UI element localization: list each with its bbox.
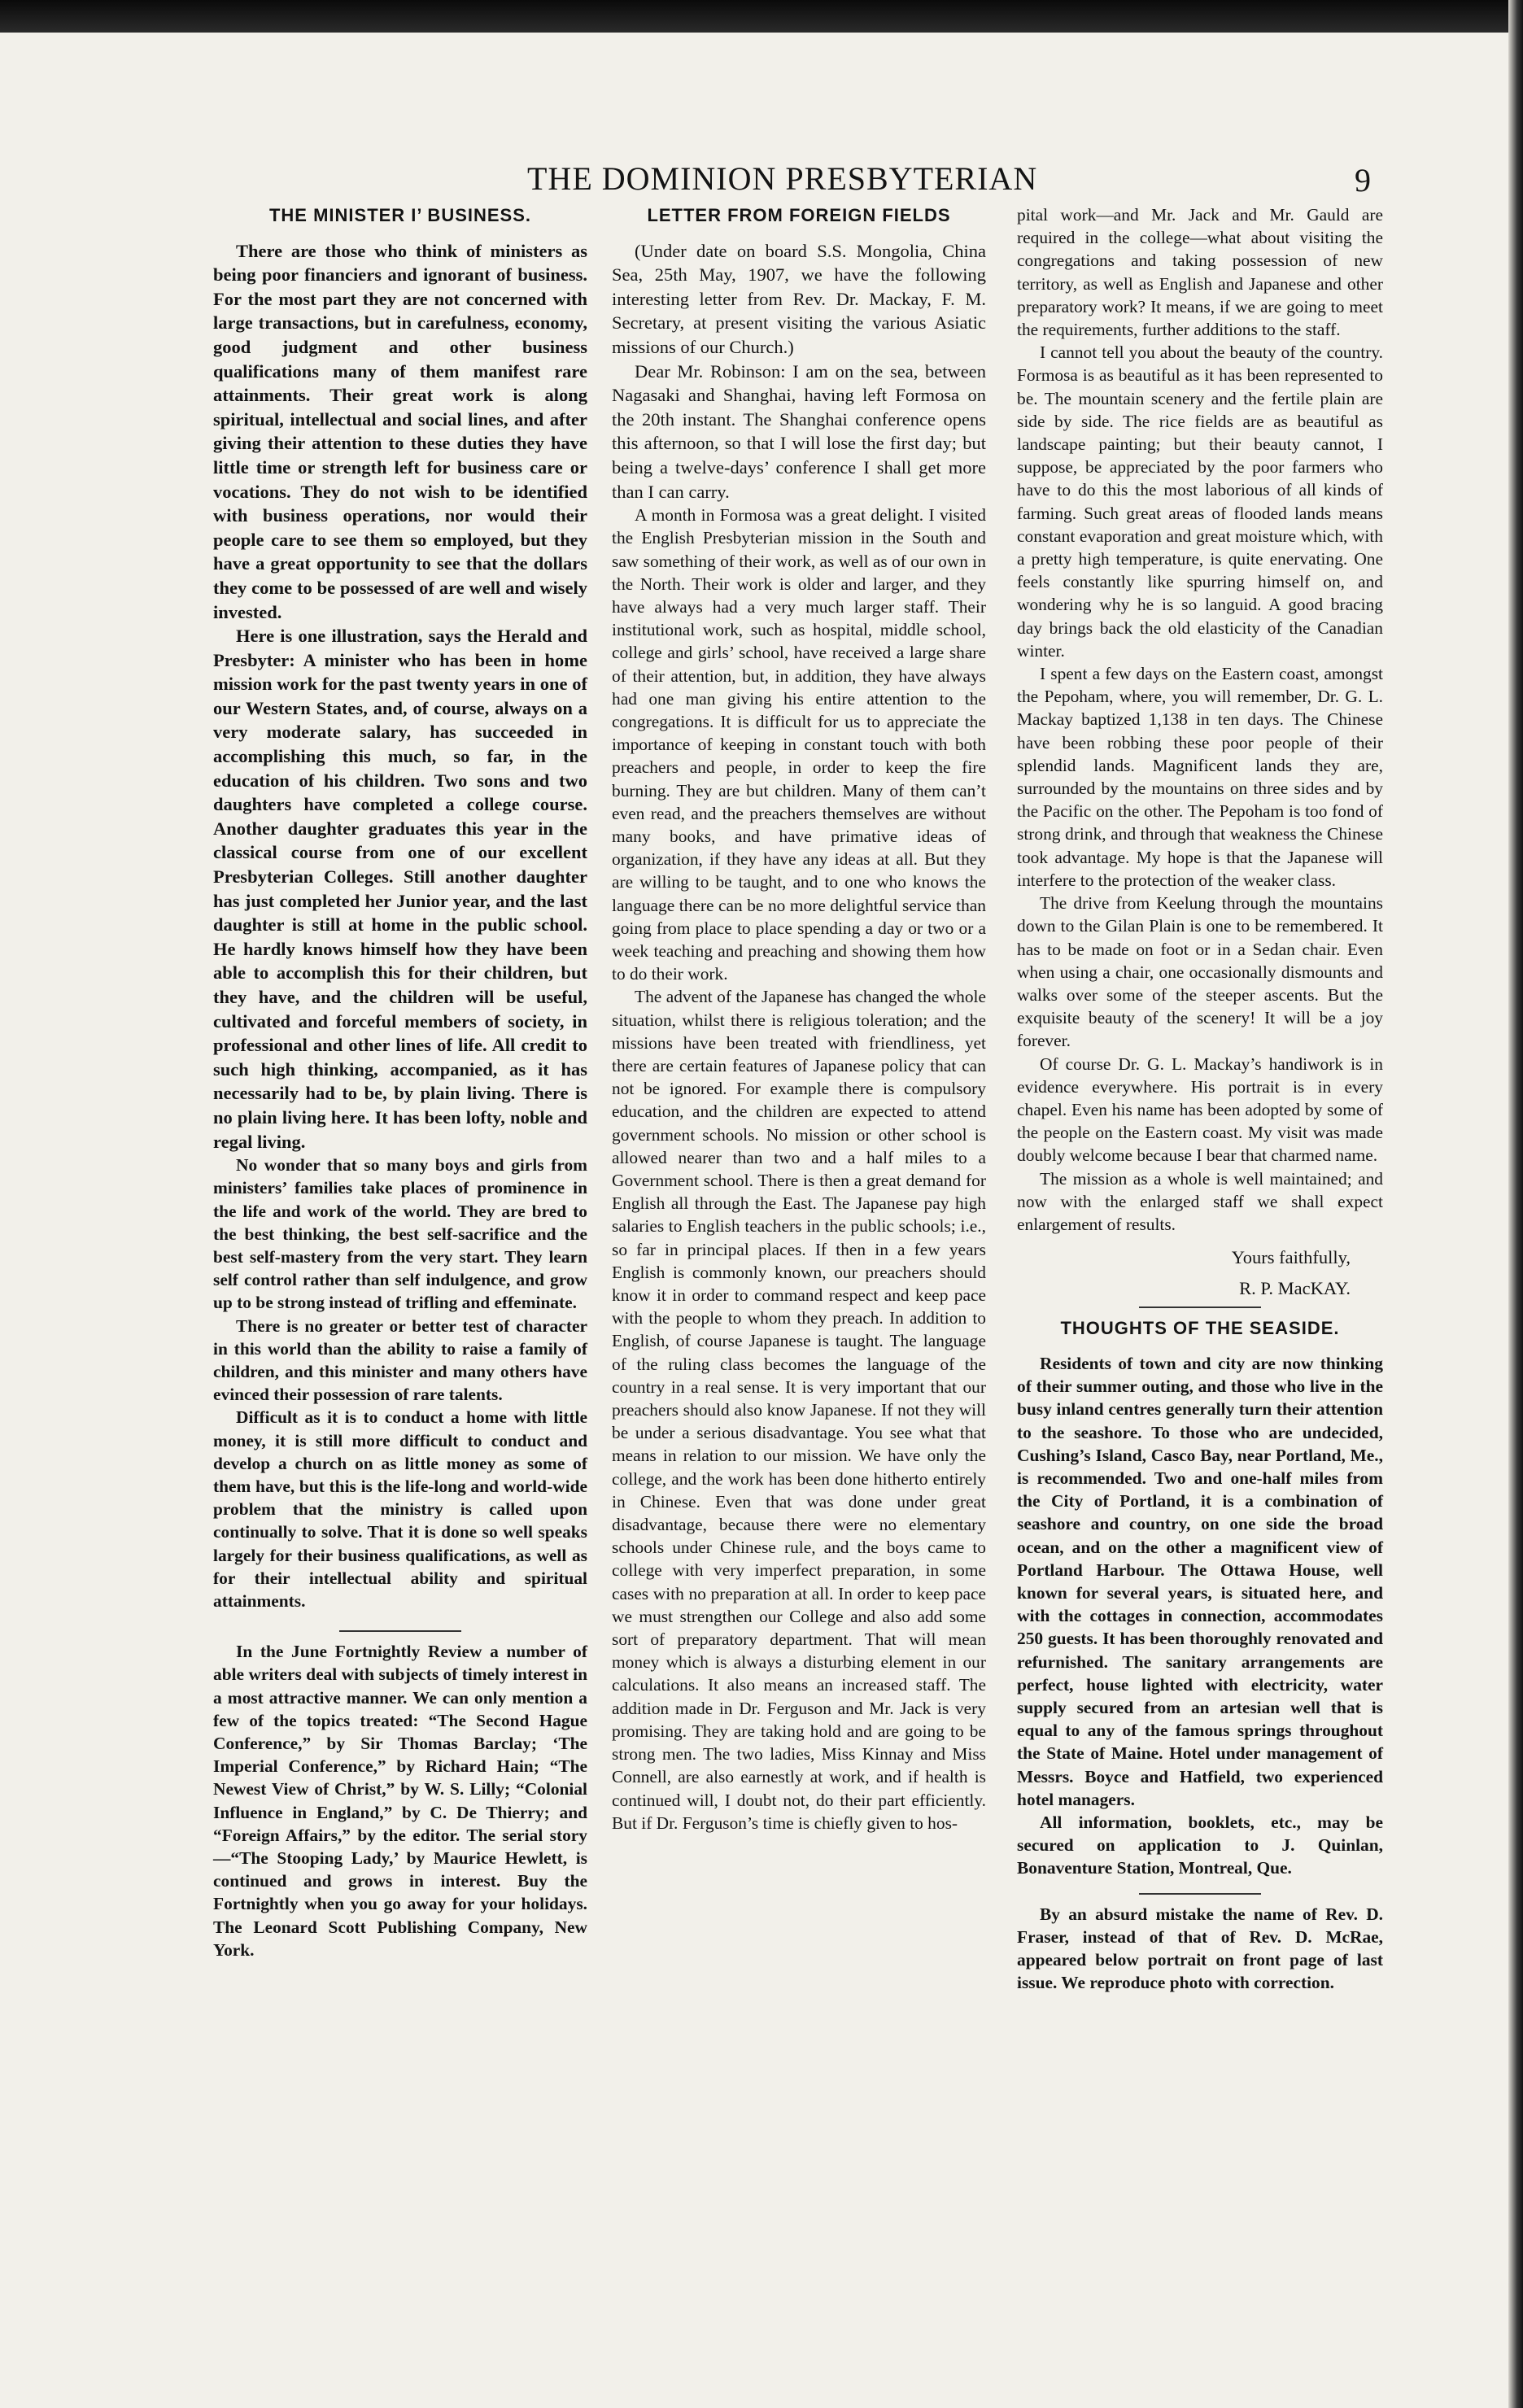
article-paragraph: I spent a few days on the Eastern coast, amongst the Pepoham, where, you will remember, Dr. G. L. Mackay baptized 1,138 in ten days. The Chinese have been robbing these poor people of their splendid lands. Magnificent lands they are, surrounded by the mountains on three sides and by the Pacific on the other. The Pepoham is too fond of strong drink, and through that weakness the Chinese took advantage. My hope is that the Japanese will interfere to the protection of the weaker class. [1017,664,1383,890]
column-right [1017,203,1383,1994]
section-divider [1139,1893,1261,1895]
article-paragraph: There is no greater or better test of character in this world than the ability to raise a family of children, and this minister and many others have evinced their possession of rare talents. [213,1315,587,1405]
article-headline: LETTER FROM FOREIGN FIELDS [647,205,951,225]
article-paragraph: Residents of town and city are now thinking of their summer outing, and those who live in the busy inland centres generally turn their attention to the seashore. To those who are undecided, Cushing’s Island, Casco Bay, near Portland, Me., is recommended. Two and one-half miles from the City of Portland, it is a combination of seashore and country, on one side the broad ocean, and on the other a magnificent view of Portland Harbour. The Ottawa House, well known for several years, is situated here, and with the cottages in connection, accommodates 250 guests. It has been thoroughly renovated and refurnished. The sanitary arrangements are perfect, house lighted with electricity, water supply secured from an artesian well that is equal to any of the famous springs throughout the State of Maine. Hotel under management of Messrs. Boyce and Hatfield, two experienced hotel managers. [1017,1353,1383,1809]
page-number: 9 [1355,162,1371,198]
article-paragraph: pital work—and Mr. Jack and Mr. Gauld are required in the college—what about visiting the congregations and taking possession of new territory, as well as English and Japanese and other preparatory work? It means, if we are going to meet the requirements, further additions to the staff. [1017,205,1383,340]
article-paragraph: All information, booklets, etc., may be secured on application to J. Quinlan, Bonaventure Station, Montreal, Que. [1017,1812,1383,1878]
scan-top-edge [0,0,1523,33]
article-headline: THOUGHTS OF THE SEASIDE. [1060,1318,1340,1339]
scan-right-edge [1508,0,1523,2408]
letter-signature: R. P. MacKAY. [1239,1277,1351,1298]
article-paragraph: There are those who think of ministers as being poor financiers and ignorant of business. For the most part they are not concerned with large transactions, but in carefulness, economy, good judgment and other business qualifications many of them manifest rare attainments. Their great work is along spiritual, intellectual and social lines, and after giving their attention to these duties they have little time or strength left for business care or vocations. They do not wish to be identified with business operations, nor would their people care to see them so employed, but they have a great opportunity to see that the dollars they come to be possessed of are well and wisely invested. [213,240,587,622]
masthead: THE DOMINION PRESBYTERIAN [527,160,1038,197]
column-middle [612,203,986,1834]
article-paragraph: I cannot tell you about the beauty of the country. Formosa is as beautiful as it has been represented to be. The mountain scenery and the fertile plain are side by side. The rice fields are as beautiful as landscape painting; but their beauty cannot, I suppose, be appreciated by the poor farmers who have to do this the most laborious of all kinds of farming. Such great areas of flooded lands means constant evaporation and great moisture which, with a pretty high temperature, is quite enervating. One feels constantly like spurring himself on, and wondering why he is so languid. A good bracing day brings back the old elasticity of the Canadian winter. [1017,342,1383,661]
column-left [213,203,587,1961]
correction-notice: By an absurd mistake the name of Rev. D. Fraser, instead of that of Rev. D. McRae, appeared below portrait on front page of last issue. We reproduce photo with correction. [1017,1904,1383,1993]
article-paragraph: Dear Mr. Robinson: I am on the sea, between Nagasaki and Shanghai, having left Formosa on the 20th instant. The Shanghai conference opens this afternoon, so that I will lose the first day; but being a twelve-days’ conference I shall get more than I can carry. [612,360,986,502]
review-paragraph: In the June Fortnightly Review a number of able writers deal with subjects of timely interest in a most attractive manner. We can only mention a few of the topics treated: “The Second Hague Conference,” by Sir Thomas Barclay; ‘The Imperial Conference,” by Richard Hain; “The Newest View of Christ,” by W. S. Lilly; “Colonial Influence in England,” by C. De Thierry; and “Foreign Affairs,” by the editor. The serial story—“The Stooping Lady,’ by Maurice Hewlett, is continued and grows in interest. Buy the Fortnightly when you go away for your holidays. The Leonard Scott Publishing Company, New York. [213,1642,587,1960]
section-divider [339,1630,461,1632]
article-paragraph: Of course Dr. G. L. Mackay’s handiwork is in evidence everywhere. His portrait is in every chapel. Even his name has been adopted by some of the people on the Eastern coast. My visit was made doubly welcome because I bear that charmed name. [1017,1054,1383,1166]
article-paragraph: The mission as a whole is well maintained; and now with the enlarged staff we shall expect enlargement of results. [1017,1168,1383,1234]
article-paragraph: No wonder that so many boys and girls from ministers’ families take places of prominence in the life and work of the world. They are bred to the best thinking, the best self-sacrifice and the best self-mastery from the very start. They learn self control rather than self indulgence, and grow up to be strong instead of trifling and effeminate. [213,1155,587,1313]
article-paragraph: Difficult as it is to conduct a home with little money, it is still more difficult to conduct and develop a church on as little money as some of them have, but this is the life-long and world-wide problem that the ministry is called upon continually to solve. That it is done so well speaks largely for their business qualifications, as well as for their intellectual ability and spiritual attainments. [213,1407,587,1612]
article-paragraph: A month in Formosa was a great delight. I visited the English Presbyterian mission in the South and saw something of their work, as well as of our own in the North. Their work is older and larger, and they have always had a very much larger staff. Their institutional work, such as hospital, middle school, college and girls’ school, have received a large share of their attention, but, in addition, they have always had one man giving his entire attention to the congregations. It is difficult for us to appreciate the importance of keeping in constant touch with both preachers and people, in order to keep the fire burning. They are but children. Many of them can’t even read, and the preachers themselves are without many books, and have primative ideas of organization, if they have any ideas at all. But they are willing to be taught, and to one who knows the language there can be no more delightful service than going from place to place spending a day or two or a week teaching and preaching and showing them how to do their work. [612,505,986,984]
letter-closing: Yours faithfully, [1231,1247,1351,1268]
article-paragraph: Here is one illustration, says the Herald and Presbyter: A minister who has been in home mission work for the past twenty years in one of our Western States, and, of course, always on a very moderate salary, has succeeded in accomplishing this much, so far, in the education of his children. Two sons and two daughters have completed a college course. Another daughter graduates this year in the classical course from one of our excellent Presbyterian Colleges. Still another daughter has just completed her Junior year, and the last daughter is still at home in the public school. He hardly knows himself how they have been able to accomplish this for their children, but they have, and the children will be useful, cultivated and forceful members of society, in professional and other lines of life. All credit to such high thinking, accompanied, as it has necessarily had to be, by plain living. There is no plain living here. It has been lofty, noble and regal living. [213,626,587,1152]
article-paragraph: (Under date on board S.S. Mongolia, China Sea, 25th May, 1907, we have the following interesting letter from Rev. Dr. Mackay, F. M. Secretary, at present visiting the various Asiatic missions of our Church.) [612,240,986,357]
section-divider [1139,1307,1261,1308]
article-headline: THE MINISTER I’ BUSINESS. [268,205,532,225]
article-paragraph: The drive from Keelung through the mountains down to the Gilan Plain is one to be remembered. It has to be made on foot or in a Sedan chair. Even when using a chair, one occasionally dismounts and walks over some of the steeper ascents. But the exquisite beauty of the scenery! It will be a joy forever. [1017,893,1383,1051]
article-paragraph: The advent of the Japanese has changed the whole situation, whilst there is religious toleration; and the missions have been treated with friendliness, yet there are certain features of Japanese policy that can not be ignored. For example there is compulsory education, and the children are expected to attend government schools. No mission or other school is allowed nearer than two and a half miles to a Government school. There is then a great demand for English all through the East. The Japanese pay high salaries to English teachers in the public schools; i.e., so far in principal places. If then in a few years English is commonly known, our preachers should know it in order to command respect and keep pace with the people to whom they preach. In addition to English, of course Japanese is taught. The language of the ruling class becomes the language of the country in a real sense. It is very important that our preachers should also know Japanese. If not they will be under a serious disadvantage. You see what that means in relation to our mission. We have only the college, and the work has been done hitherto entirely in Chinese. Even that was done under great disadvantage, because there were no elementary schools under Chinese rule, and the boys came to college with very imperfect preparation, in some cases with no preparation at all. In order to keep pace we must strengthen our College and also add some sort of preparatory department. That will mean money which is always a disturbing element in our calculations. It also means an increased staff. The addition made in Dr. Ferguson and Mr. Jack is very promising. They are taking hold and are going to be strong men. The two ladies, Miss Kinnay and Miss Connell, are also earnestly at work, and if health is continued will, I doubt not, do their part efficiently. But if Dr. Ferguson’s time is chiefly given to hos- [612,987,986,1833]
